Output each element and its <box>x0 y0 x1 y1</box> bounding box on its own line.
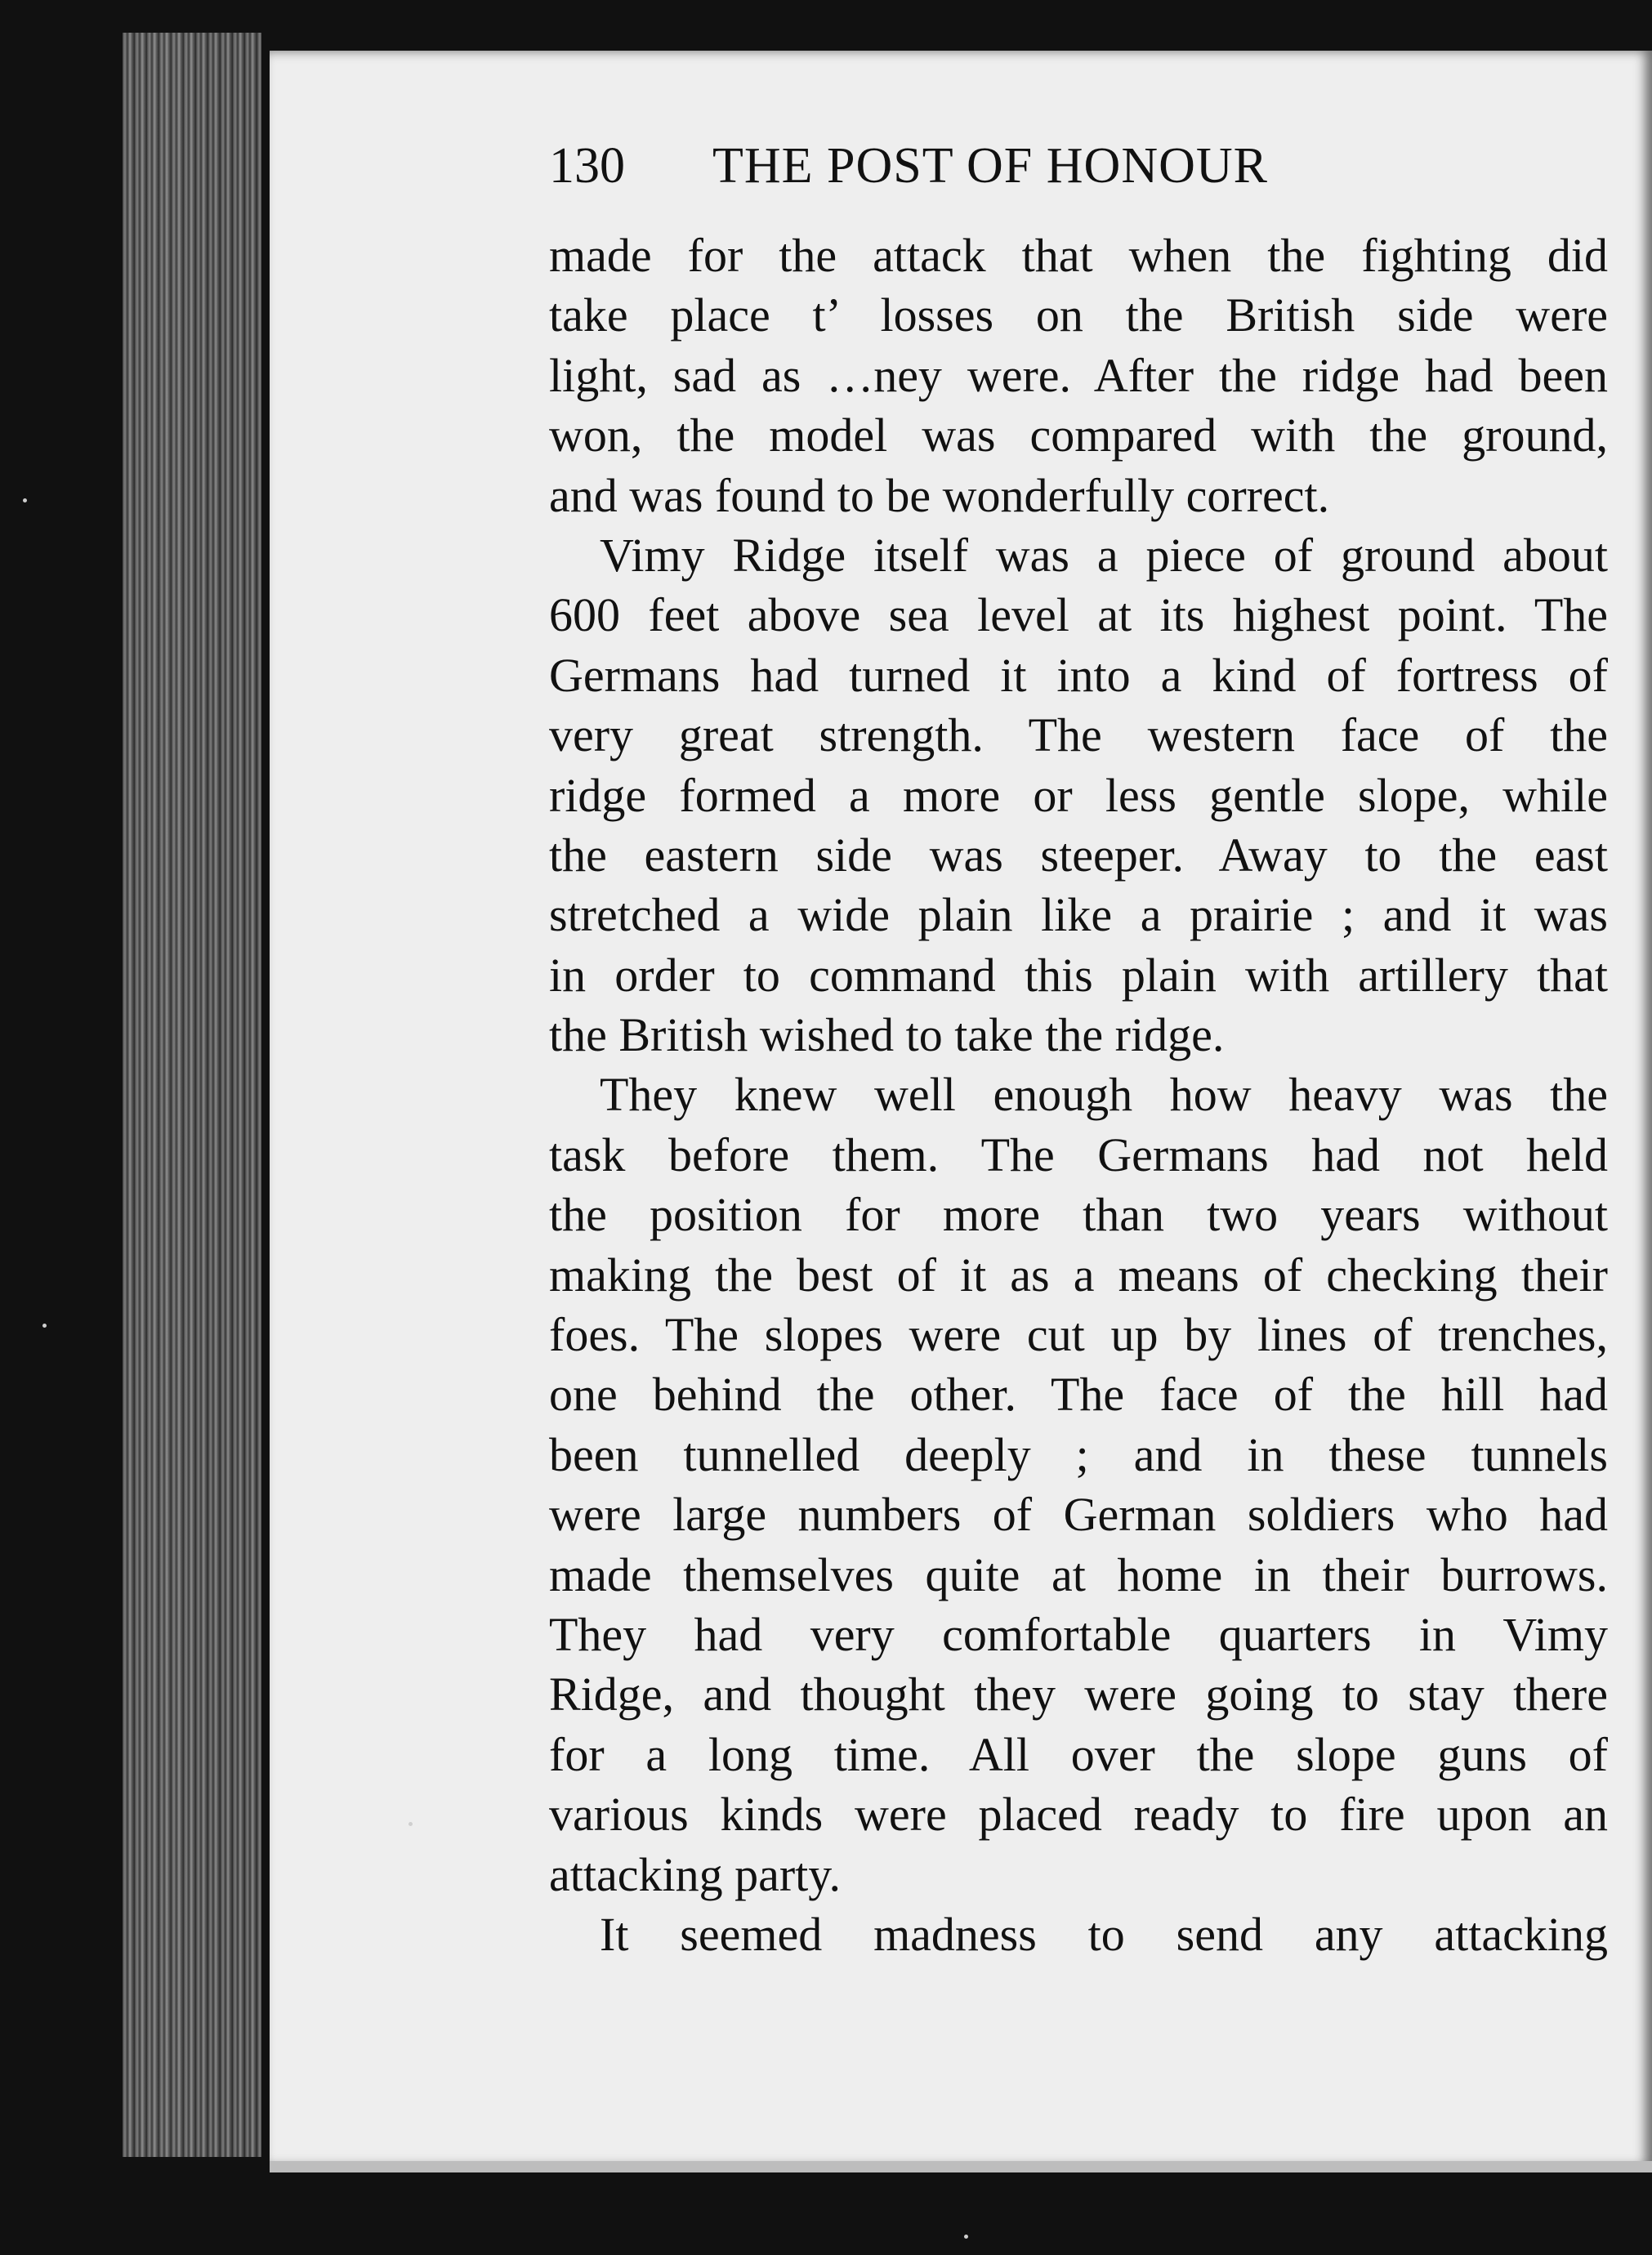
page-bottom-edge <box>270 2161 1652 2172</box>
text-line: Vimy Ridge itself was a piece of ground about <box>600 528 1608 582</box>
text-line: light, sad as …ney were. After the ridge had been <box>549 348 1608 402</box>
text-line: 600 feet above sea level at its highest point. The <box>549 588 1608 642</box>
text-line: the eastern side was steeper. Away to the east <box>549 828 1608 882</box>
text-line: stretched a wide plain like a prairie ; and it was <box>549 888 1608 942</box>
text-line: foes. The slopes were cut up by lines of trenches, <box>549 1308 1608 1362</box>
text-line: very great strength. The western face of the <box>549 708 1608 762</box>
page-header <box>549 137 1611 211</box>
text-line: Germans had turned it into a kind of fortress of <box>549 648 1608 702</box>
text-line: task before them. The Germans had not held <box>549 1128 1608 1181</box>
text-line: the position for more than two years without <box>549 1188 1608 1242</box>
text-line: various kinds were placed ready to fire upon an <box>549 1788 1608 1842</box>
text-line: making the best of it as a means of checking their <box>549 1248 1608 1302</box>
text-line: been tunnelled deeply ; and in these tunnels <box>549 1427 1608 1481</box>
page-number: 130 <box>549 138 625 194</box>
text-line: ridge formed a more or less gentle slope, while <box>549 768 1608 822</box>
text-line: were large numbers of German soldiers who had <box>549 1488 1608 1542</box>
text-line: They had very comfortable quarters in Vimy <box>549 1607 1608 1661</box>
text-line: attacking party. <box>549 1847 841 1901</box>
running-title: THE POST OF HONOUR <box>712 138 1268 194</box>
body-text <box>549 226 1608 1964</box>
text-line: They knew well enough how heavy was the <box>600 1068 1608 1122</box>
book-page-edges <box>123 33 261 2157</box>
text-line: take place t’ losses on the British side were <box>549 288 1608 342</box>
text-line: Ridge, and thought they were going to stay there <box>549 1668 1608 1721</box>
text-line: won, the model was compared with the ground, <box>549 409 1608 462</box>
text-line: for a long time. All over the slope guns of <box>549 1727 1608 1781</box>
scan-speck <box>42 1324 47 1328</box>
text-line: in order to command this plain with artillery that <box>549 948 1608 1002</box>
text-line: made for the attack that when the fighting did <box>549 229 1608 282</box>
text-line: one behind the other. The face of the hill had <box>549 1368 1608 1422</box>
text-line: made themselves quite at home in their burrows. <box>549 1547 1608 1601</box>
text-line: It seemed madness to send any attacking <box>600 1907 1608 1961</box>
scan-speck <box>23 498 27 502</box>
text-line: and was found to be wonderfully correct. <box>549 468 1330 522</box>
scan-speck <box>964 2235 968 2239</box>
text-line: the British wished to take the ridge. <box>549 1008 1225 1062</box>
scan-speck <box>409 1822 413 1826</box>
